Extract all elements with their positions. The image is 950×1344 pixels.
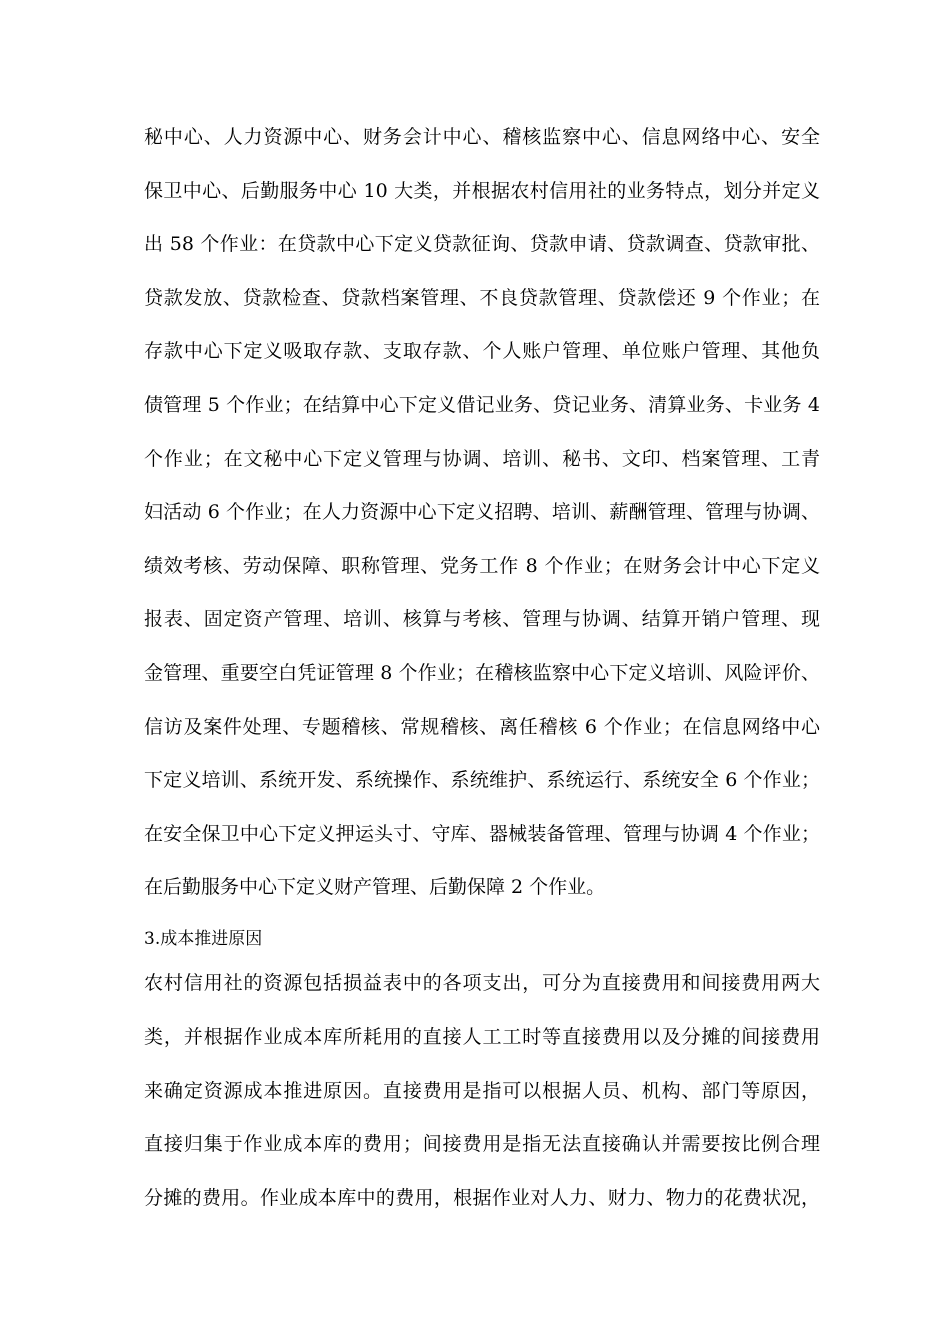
section-heading: 3.成本推进原因	[144, 929, 263, 949]
paragraph-line: 直接归集于作业成本库的费用；间接费用是指无法直接确认并需要按比例合理	[144, 1133, 820, 1155]
paragraph-line: 绩效考核、劳动保障、职称管理、党务工作 8 个作业；在财务会计中心下定义	[144, 555, 820, 577]
paragraph-line: 下定义培训、系统开发、系统操作、系统维护、系统运行、系统安全 6 个作业；	[144, 769, 820, 791]
paragraph-line: 农村信用社的资源包括损益表中的各项支出，可分为直接费用和间接费用两大	[144, 972, 820, 994]
paragraph-line: 妇活动 6 个作业；在人力资源中心下定义招聘、培训、薪酬管理、管理与协调、	[144, 501, 820, 523]
paragraph-line: 报表、固定资产管理、培训、核算与考核、管理与协调、结算开销户管理、现	[144, 608, 820, 630]
paragraph-line: 保卫中心、后勤服务中心 10 大类，并根据农村信用社的业务特点，划分并定义	[144, 180, 820, 202]
paragraph-line: 债管理 5 个作业；在结算中心下定义借记业务、贷记业务、清算业务、卡业务 4	[144, 394, 820, 416]
paragraph-line: 在后勤服务中心下定义财产管理、后勤保障 2 个作业。	[144, 876, 606, 898]
paragraph-line: 信访及案件处理、专题稽核、常规稽核、离任稽核 6 个作业；在信息网络中心	[144, 716, 820, 738]
paragraph-line: 个作业；在文秘中心下定义管理与协调、培训、秘书、文印、档案管理、工青	[144, 448, 820, 470]
paragraph-line: 秘中心、人力资源中心、财务会计中心、稽核监察中心、信息网络中心、安全	[144, 126, 820, 148]
paragraph-line: 分摊的费用。作业成本库中的费用，根据作业对人力、财力、物力的花费状况，	[144, 1187, 820, 1209]
paragraph-line: 类，并根据作业成本库所耗用的直接人工工时等直接费用以及分摊的间接费用	[144, 1026, 820, 1048]
paragraph-line: 贷款发放、贷款检查、贷款档案管理、不良贷款管理、贷款偿还 9 个作业；在	[144, 287, 820, 309]
paragraph-line: 在安全保卫中心下定义押运头寸、守库、器械装备管理、管理与协调 4 个作业；	[144, 823, 820, 845]
paragraph-line: 存款中心下定义吸取存款、支取存款、个人账户管理、单位账户管理、其他负	[144, 340, 820, 362]
paragraph-line: 出 58 个作业：在贷款中心下定义贷款征询、贷款申请、贷款调查、贷款审批、	[144, 233, 820, 255]
paragraph-line: 来确定资源成本推进原因。直接费用是指可以根据人员、机构、部门等原因，	[144, 1080, 820, 1102]
paragraph-line: 金管理、重要空白凭证管理 8 个作业；在稽核监察中心下定义培训、风险评价、	[144, 662, 820, 684]
